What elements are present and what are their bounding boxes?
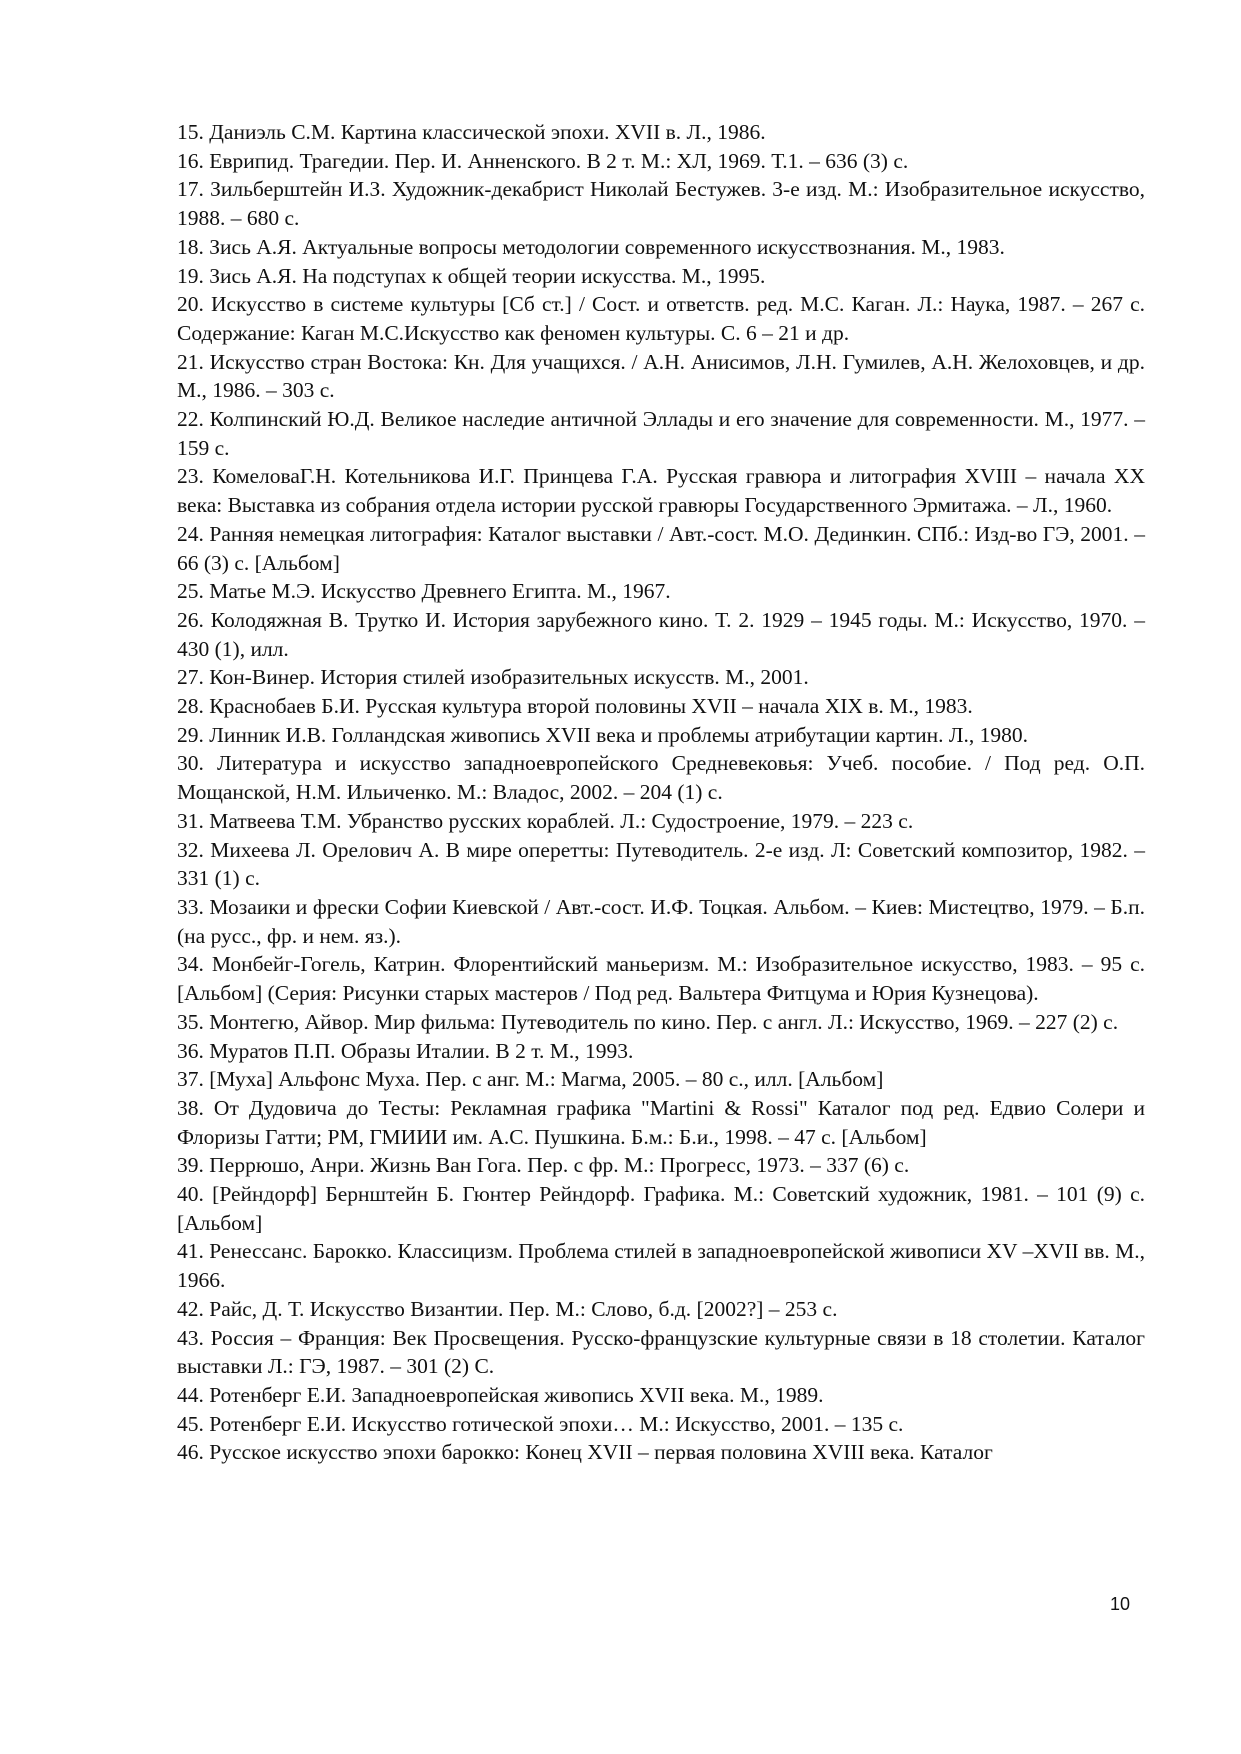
list-item: 39. Перрюшо, Анри. Жизнь Ван Гога. Пер. с фр. М.: Прогресс, 1973. – 337 (6) с. (177, 1153, 910, 1178)
list-item: 20. Искусство в системе культуры [Сб ст.] / Сост. и ответств. ред. М.С. Каган. Л.: Наука, 1987. – 267 с. Содержание: Каган М.С.Искусство как феномен культуры. С. 6 – 21 и др. (177, 292, 1145, 345)
list-item: 34. Монбейг-Гогель, Катрин. Флорентийский маньеризм. М.: Изобразительное искусство, 1983. – 95 с. [Альбом] (Серия: Рисунки старых мастеров / Под ред. Вальтера Фитцума и Юрия Кузнецова). (177, 952, 1145, 1006)
list-item: 38. От Дудовича до Тесты: Рекламная графика "Martini & Rossi" Каталог под ред. Едвио Солери и Флоризы Гатти; РМ, ГМИИИ им. А.С. Пушкина. Б.м.: Б.и., 1998. – 47 с. [Альбом] (177, 1095, 1145, 1149)
list-item: 17. Зильберштейн И.З. Художник-декабрист Николай Бестужев. 3-е изд. М.: Изобразительное искусство, 1988. – 680 с. (177, 177, 1145, 231)
list-item: 26. Колодяжная В. Трутко И. История зарубежного кино. Т. 2. 1929 – 1945 годы. М.: Искусство, 1970. – 430 (1), илл. (177, 607, 1145, 661)
page-number: 10 (1110, 1594, 1131, 1614)
list-item: 22. Колпинский Ю.Д. Великое наследие античной Эллады и его значение для современности. М., 1977. – 159 с. (177, 407, 1145, 460)
list-item: 37. [Муха] Альфонс Муха. Пер. с анг. М.: Магма, 2005. – 80 с., илл. [Альбом] (177, 1067, 884, 1092)
list-item: 35. Монтегю, Айвор. Мир фильма: Путеводитель по кино. Пер. с англ. Л.: Искусство, 1969. – 227 (2) с. (177, 1009, 1119, 1034)
list-item: 29. Линник И.В. Голландская живопись XVII века и проблемы атрибутации картин. Л., 1980. (177, 722, 1029, 747)
list-item: 33. Мозаики и фрески Софии Киевской / Авт.-сост. И.Ф. Тоцкая. Альбом. – Киев: Мистецтво, 1979. – Б.п. (на русс., фр. и нем. яз.). (177, 894, 1145, 948)
list-item: 28. Краснобаев Б.И. Русская культура второй половины XVII – начала XIX в. М., 1983. (177, 694, 973, 719)
list-item: 44. Ротенберг Е.И. Западноевропейская живопись XVII века. М., 1989. (177, 1382, 824, 1407)
list-item: 42. Райс, Д. Т. Искусство Византии. Пер. М.: Слово, б.д. [2002?] – 253 с. (177, 1296, 838, 1321)
list-item: 16. Еврипид. Трагедии. Пер. И. Анненского. В 2 т. М.: ХЛ, 1969. Т.1. – 636 (3) с. (177, 148, 909, 173)
list-item: 24. Ранняя немецкая литография: Каталог выставки / Авт.-сост. М.О. Дединкин. СПб.: Изд-во ГЭ, 2001. – 66 (3) с. [Альбом] (177, 521, 1145, 575)
list-item: 18. Зись А.Я. Актуальные вопросы методологии современного искусствознания. М., 1983. (177, 234, 1005, 259)
list-item: 36. Муратов П.П. Образы Италии. В 2 т. М., 1993. (177, 1038, 634, 1063)
list-item: 40. [Рейндорф] Бернштейн Б. Гюнтер Рейндорф. Графика. М.: Советский художник, 1981. – 101 (9) с. [Альбом] (177, 1182, 1145, 1235)
list-item: 15. Даниэль С.М. Картина классической эпохи. XVII в. Л., 1986. (177, 120, 766, 144)
list-item: 45. Ротенберг Е.И. Искусство готической эпохи… М.: Искусство, 2001. – 135 с. (177, 1411, 904, 1436)
list-item: 31. Матвеева Т.М. Убранство русских кораблей. Л.: Судостроение, 1979. – 223 с. (177, 808, 914, 833)
list-item: 46. Русское искусство эпохи барокко: Конец XVII – первая половина XVIII века. Каталог (177, 1440, 993, 1465)
bibliography-list (177, 118, 1145, 1467)
list-item: 23. КомеловаГ.Н. Котельникова И.Г. Принцева Г.А. Русская гравюра и литография XVIII – начала XX века: Выставка из собрания отдела истории русской гравюры Государственного Эрмитажа. – Л., 1960. (177, 464, 1145, 518)
list-item: 41. Ренессанс. Барокко. Классицизм. Проблема стилей в западноевропейской живописи XV –XVII вв. М., 1966. (177, 1239, 1145, 1293)
list-item: 32. Михеева Л. Орелович А. В мире оперетты: Путеводитель. 2-е изд. Л: Советский композитор, 1982. – 331 (1) с. (177, 837, 1145, 891)
list-item: 21. Искусство стран Востока: Кн. Для учащихся. / А.Н. Анисимов, Л.Н. Гумилев, А.Н. Желоховцев, и др. М., 1986. – 303 с. (177, 349, 1145, 403)
list-item: 43. Россия – Франция: Век Просвещения. Русско-французские культурные связи в 18 столетии. Каталог выставки Л.: ГЭ, 1987. – 301 (2) С. (177, 1325, 1145, 1379)
list-item: 25. Матье М.Э. Искусство Древнего Египта. М., 1967. (177, 579, 671, 604)
list-item: 30. Литература и искусство западноевропейского Средневековья: Учеб. пособие. / Под ред. О.П. Мощанской, Н.М. Ильиченко. М.: Владос, 2002. – 204 (1) с. (177, 751, 1145, 805)
list-item: 19. Зись А.Я. На подступах к общей теории искусства. М., 1995. (177, 263, 766, 288)
list-item: 27. Кон-Винер. История стилей изобразительных искусств. М., 2001. (177, 665, 809, 690)
